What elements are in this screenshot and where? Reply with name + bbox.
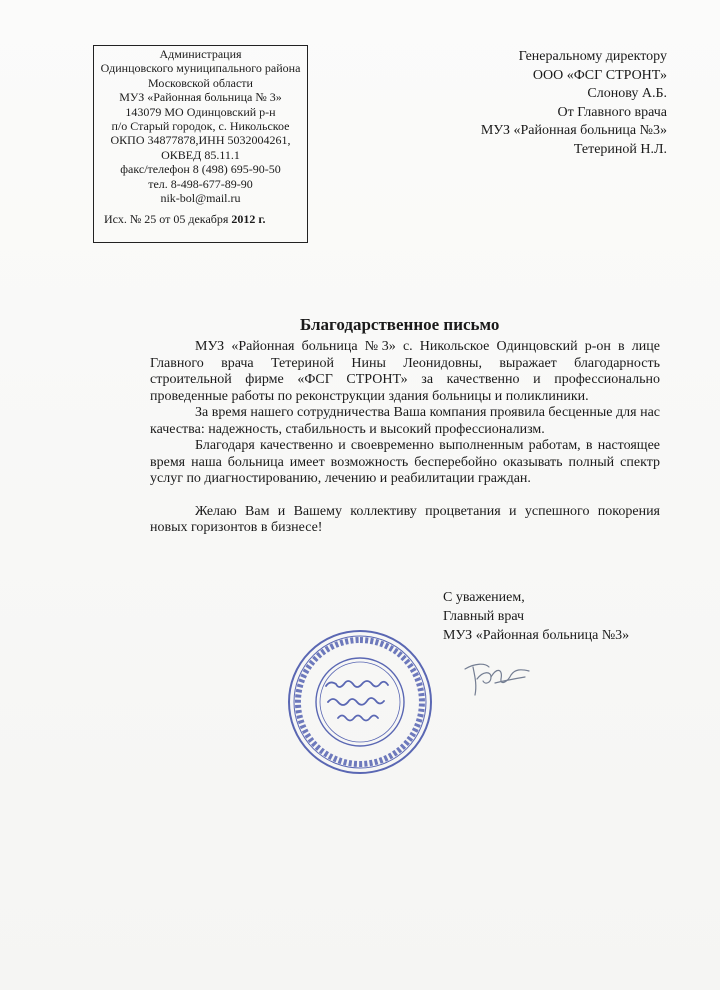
- round-stamp: [286, 628, 434, 776]
- sender-line: Одинцовского муниципального района: [100, 61, 301, 76]
- sender-email: nik-bol@mail.ru: [160, 191, 241, 206]
- outgoing-number: [104, 212, 266, 227]
- signature-mark: [455, 655, 535, 700]
- body-paragraph: Желаю Вам и Вашему коллективу процветания и успешного покорения новых горизонтов в бизнесе!: [150, 503, 660, 535]
- body-paragraph: За время нашего сотрудничества Ваша компания проявила бесценные для нас качества: надежность, стабильность и высокий профессионализм.: [150, 405, 660, 437]
- recipient-block: [367, 48, 667, 159]
- body-paragraph: Благодаря качественно и своевременно выполненным работам, в настоящее время наша больница имеет возможность бесперебойно оказывать полный спектр услуг по диагностированию, лечению и реабилитации граждан.: [150, 438, 660, 486]
- sender-line: 143079 МО Одинцовский р-н: [125, 104, 276, 119]
- body-paragraph: МУЗ «Районная больница №3» с. Никольское Одинцовский р-он в лице Главного врача Тетериной Нины Леонидовны, выражает благодарность строительной фирме «ФСГ СТРОНТ» за качественно и профессионально проведенные работы по реконструкции здания больницы и поликлиники.: [150, 339, 660, 404]
- recipient-line: Тетериной Н.Л.: [573, 141, 667, 157]
- closing-line: Главный врач: [443, 609, 525, 624]
- sender-line: Администрация: [159, 47, 242, 61]
- sender-line: МУЗ «Районная больница № 3»: [119, 90, 282, 105]
- closing-block: [443, 588, 629, 645]
- letter-body: [150, 339, 660, 537]
- sender-line: Московской области: [148, 75, 253, 90]
- recipient-line: ООО «ФСГ СТРОНТ»: [532, 67, 667, 83]
- sender-line: п/о Старый городок, с. Никольское: [111, 119, 290, 134]
- closing-line: МУЗ «Районная больница №3»: [443, 628, 630, 643]
- outgoing-year: 2012 г.: [231, 212, 266, 226]
- sender-line: ОКПО 34877878,ИНН 5032004261,: [110, 133, 291, 148]
- recipient-line: Слонову А.Б.: [587, 86, 667, 101]
- closing-line: С уважением,: [443, 590, 525, 605]
- sender-line: факс/телефон 8 (498) 695-90-50: [120, 162, 281, 177]
- recipient-line: От Главного врача: [557, 104, 667, 120]
- recipient-line: МУЗ «Районная больница №3»: [480, 123, 667, 138]
- recipient-line: Генеральному директору: [518, 49, 667, 64]
- letter-title: Благодарственное письмо: [300, 315, 500, 334]
- sender-line: тел. 8-498-677-89-90: [148, 176, 253, 191]
- sender-line: ОКВЕД 85.11.1: [161, 147, 240, 162]
- outgoing-prefix: Исх. № 25 от 05 декабря: [104, 212, 232, 226]
